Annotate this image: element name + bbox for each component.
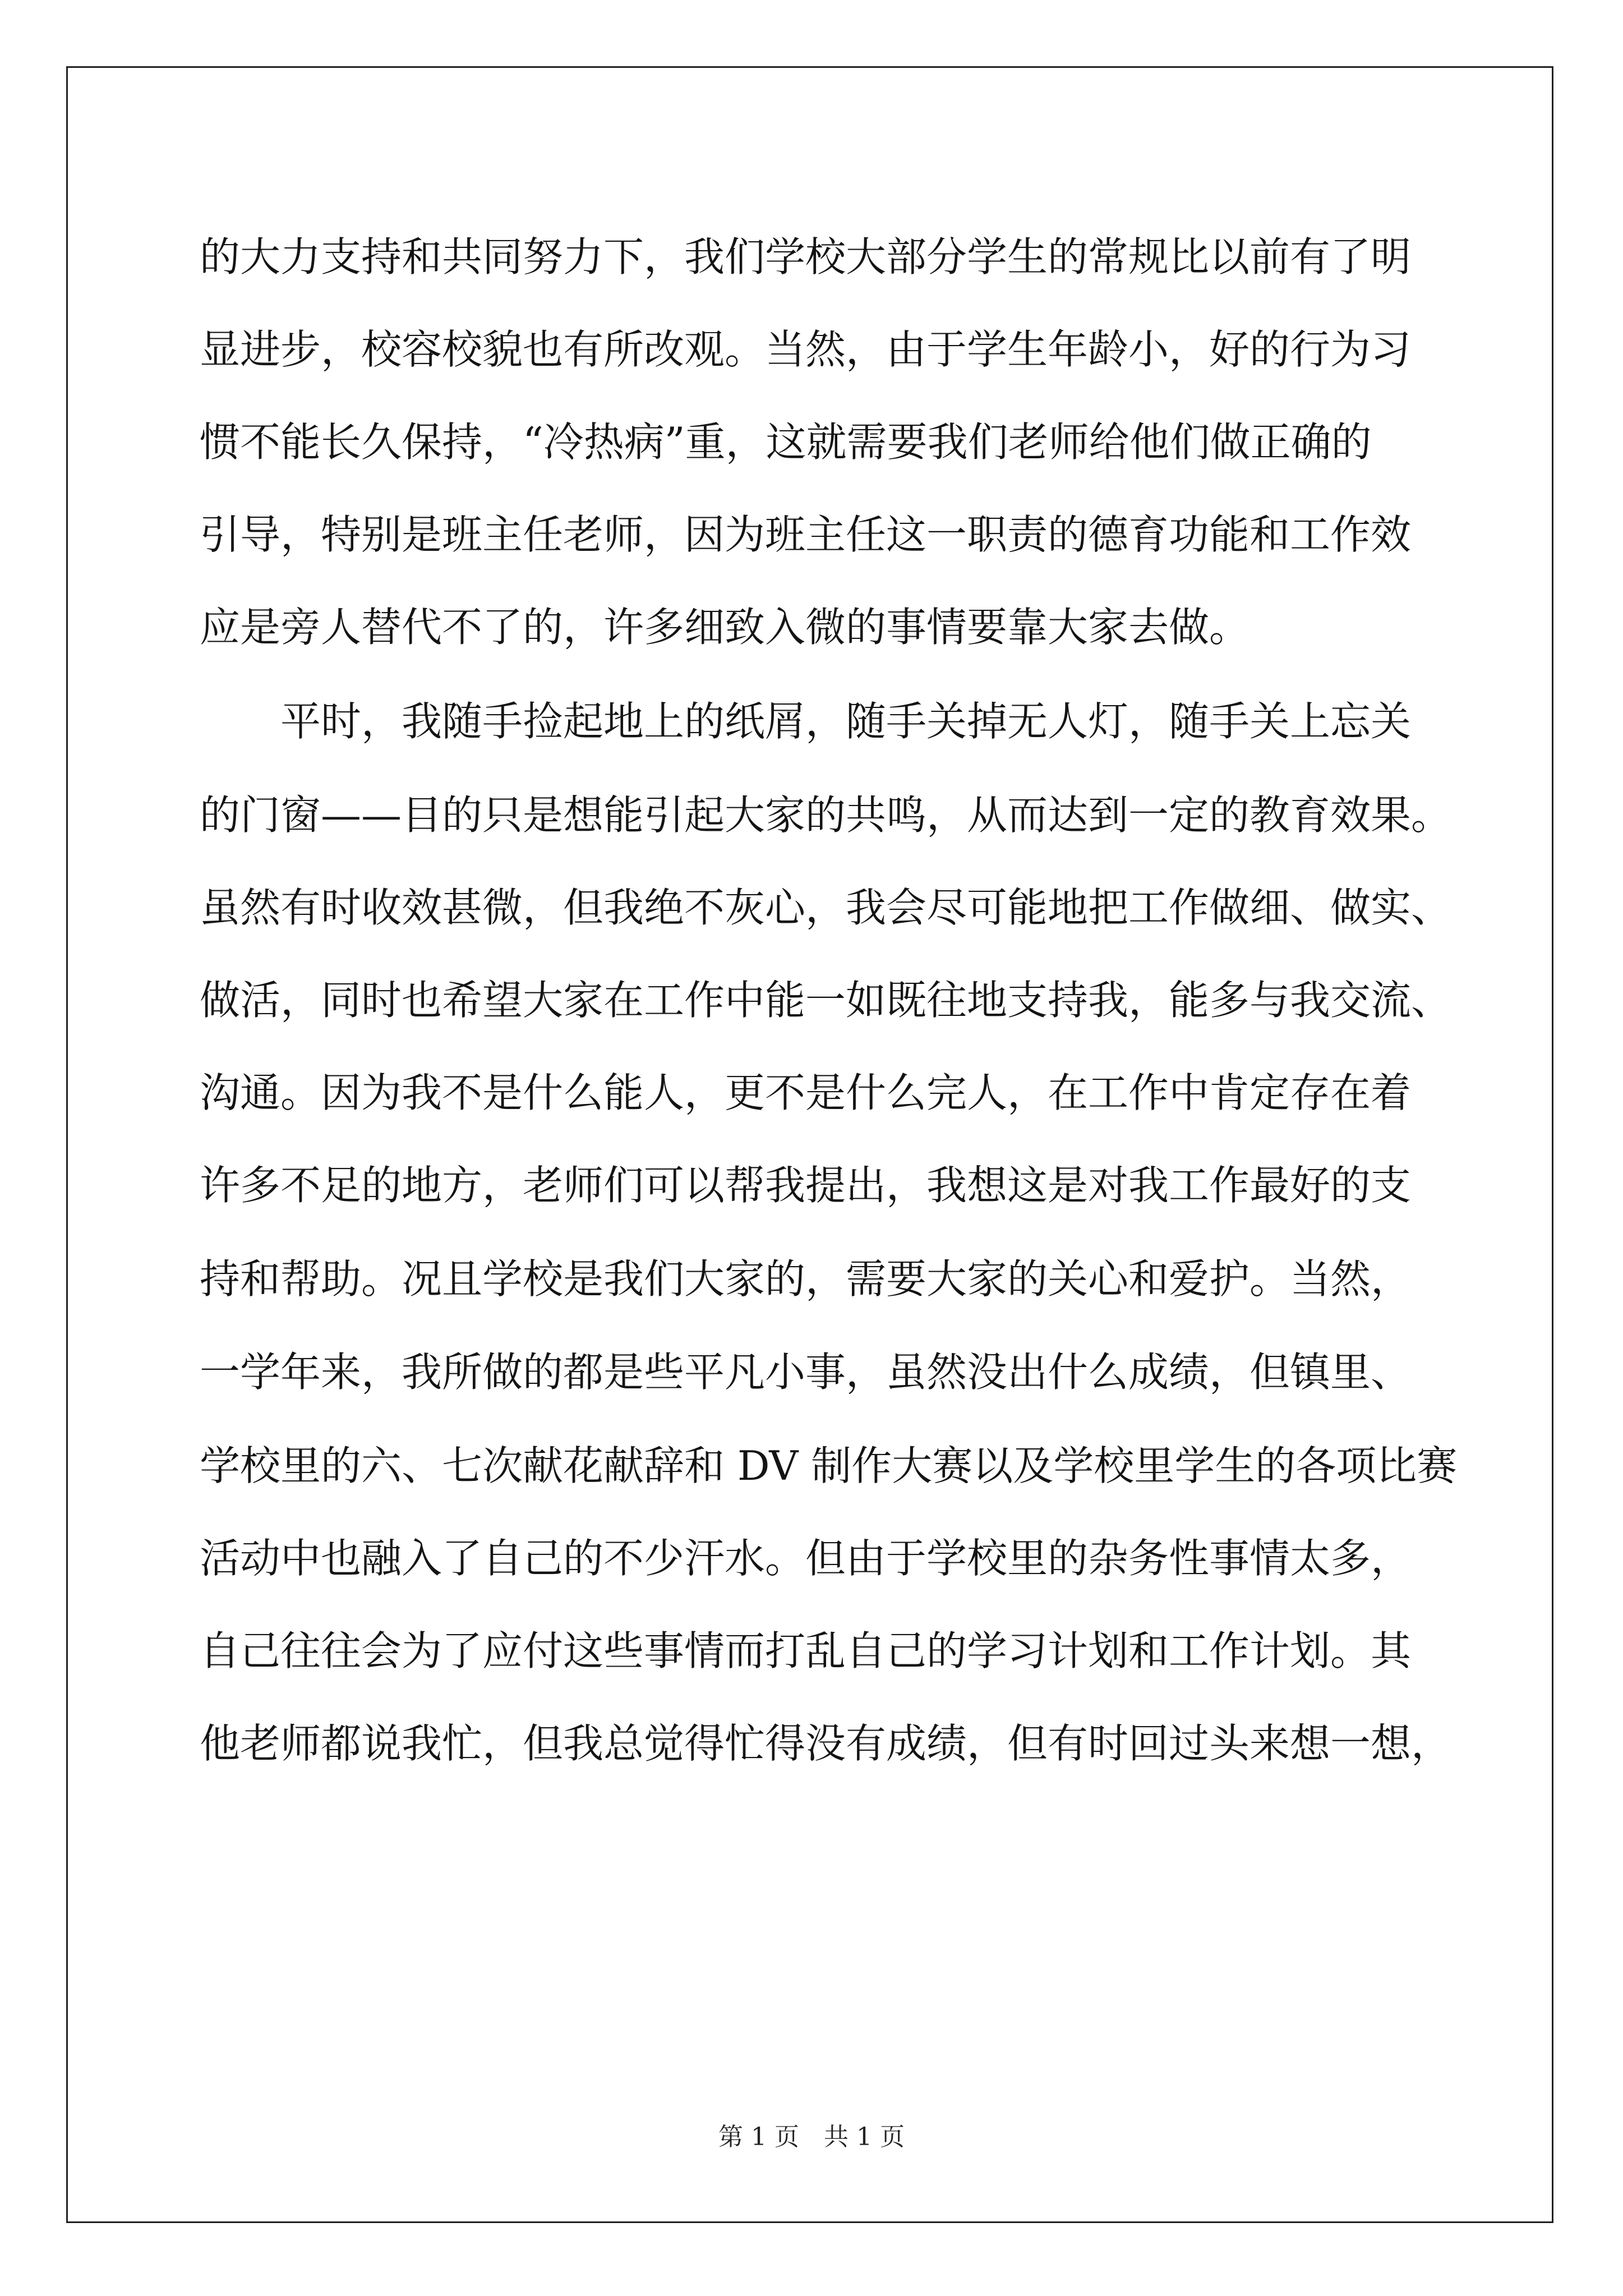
- text-line: 做活，同时也希望大家在工作中能一如既往地支持我，能多与我交流、: [200, 977, 1452, 1024]
- text-line: 显进步，校容校貌也有所改观。当然，由于学生年龄小，好的行为习: [200, 326, 1412, 373]
- text-line: 许多不足的地方，老师们可以帮我提出，我想这是对我工作最好的支: [200, 1162, 1412, 1209]
- page-border: [66, 66, 1553, 2223]
- text-line: 引导，特别是班主任老师，因为班主任这一职责的德育功能和工作效: [200, 511, 1412, 558]
- text-line: 活动中也融入了自己的不少汗水。但由于学校里的杂务性事情太多，: [200, 1535, 1412, 1582]
- text-line: 的大力支持和共同努力下，我们学校大部分学生的常规比以前有了明: [200, 233, 1412, 280]
- text-line: 持和帮助。况且学校是我们大家的，需要大家的关心和爱护。当然，: [200, 1255, 1412, 1303]
- text-line: 一学年来，我所做的都是些平凡小事，虽然没出什么成绩，但镇里、: [200, 1349, 1412, 1396]
- paragraph-first-line: 平时，我随手捡起地上的纸屑，随手关掉无人灯，随手关上忘关: [280, 698, 1412, 745]
- text-line: 的门窗——目的只是想能引起大家的共鸣，从而达到一定的教育效果。: [200, 792, 1452, 839]
- text-line: 他老师都说我忙，但我总觉得忙得没有成绩，但有时回过头来想一想，: [200, 1720, 1452, 1767]
- text-line: 自己往往会为了应付这些事情而打乱自己的学习计划和工作计划。其: [200, 1627, 1412, 1674]
- text-line: 虽然有时收效甚微，但我绝不灰心，我会尽可能地把工作做细、做实、: [200, 884, 1452, 931]
- text-line: 学校里的六、七次献花献辞和 DV 制作大赛以及学校里学生的各项比赛: [200, 1442, 1458, 1489]
- text-line: 沟通。因为我不是什么能人，更不是什么完人，在工作中肯定存在着: [200, 1069, 1412, 1116]
- text-line: 惯不能长久保持，“冷热病”重，这就需要我们老师给他们做正确的: [200, 418, 1372, 466]
- page-footer: 第 1 页 共 1 页: [718, 2123, 905, 2151]
- text-line: 应是旁人替代不了的，许多细致入微的事情要靠大家去做。: [200, 604, 1250, 651]
